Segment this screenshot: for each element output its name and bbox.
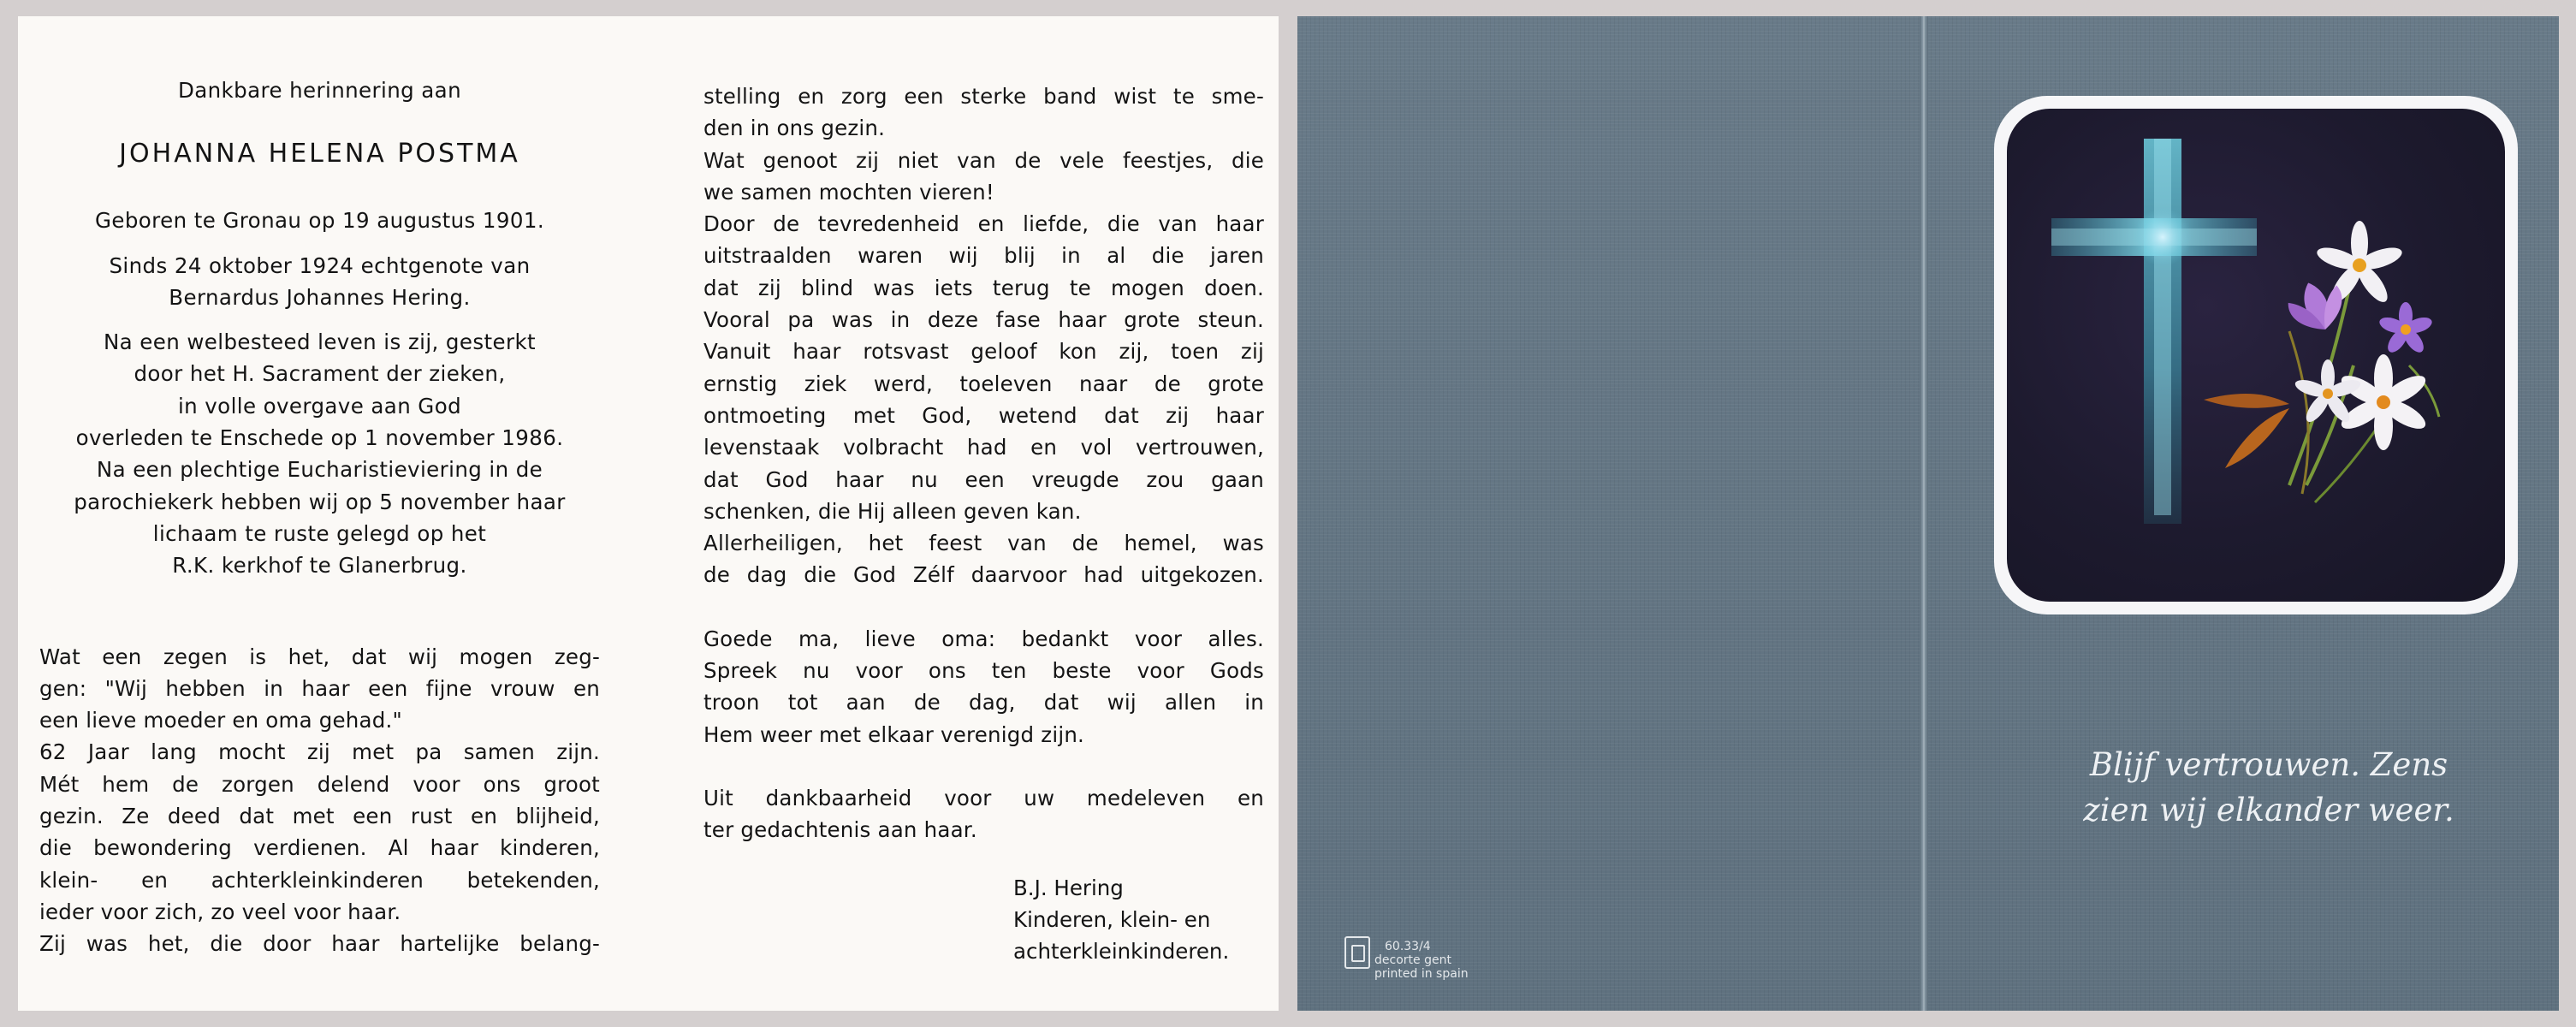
cover-illustration	[2007, 109, 2505, 602]
text-line: Door de tevredenheid en liefde, die van haar	[703, 211, 1264, 237]
death-line: in volle overgave aan God	[177, 393, 462, 419]
signature-block	[1013, 872, 1264, 968]
text-line: klein- en achterkleinkinderen betekenden,	[39, 867, 600, 893]
continuation-paragraph	[703, 80, 1264, 591]
text-line: schenken, die Hij alleen geven kan.	[703, 498, 1082, 524]
memorial-card-text-side	[18, 16, 1279, 1011]
text-line: uitstraalden waren wij blij in al die jaren	[703, 243, 1264, 269]
cross-icon	[2051, 139, 2257, 524]
text-line: Vanuit haar rotsvast geloof kon zij, toen zij	[703, 339, 1264, 365]
cover-image-frame	[1994, 96, 2518, 614]
printer-logo-icon	[1344, 936, 1370, 969]
death-line: R.K. kerkhof te Glanerbrug.	[172, 553, 467, 579]
cover-motto	[2080, 742, 2457, 833]
deceased-name: JOHANNA HELENA POSTMA	[119, 139, 520, 169]
text-line: die bewondering verdienen. Al haar kinderen,	[39, 835, 600, 861]
death-line: door het H. Sacrament der zieken,	[134, 361, 506, 387]
marriage-block	[39, 250, 600, 314]
text-line: 62 Jaar lang mocht zij met pa samen zijn.	[39, 739, 600, 765]
memorial-card-cover	[1297, 16, 2559, 1011]
motto-line: zien wij elkander weer.	[2083, 792, 2454, 828]
header: Dankbare herinnering aan	[177, 78, 462, 103]
cover-image	[2007, 109, 2505, 602]
text-line: ontmoeting met God, wetend dat zij haar	[703, 402, 1264, 428]
text-line: ter gedachtenis aan haar.	[703, 817, 977, 843]
death-line: parochiekerk hebben wij op 5 november haar	[74, 489, 566, 514]
lily-bouquet-icon	[2204, 221, 2439, 502]
text-line: dat zij blind was iets terug te mogen doen.	[703, 275, 1264, 300]
text-line: de dag die God Zélf daarvoor had uitgekozen.	[703, 562, 1264, 588]
text-line: ernstig ziek werd, toeleven naar de grote	[703, 371, 1264, 396]
death-line: lichaam te ruste gelegd op het	[152, 520, 487, 546]
text-line: we samen mochten vieren!	[703, 179, 994, 205]
text-line: ieder voor zich, zo veel voor haar.	[39, 899, 401, 924]
text-line: Hem weer met elkaar verenigd zijn.	[703, 721, 1085, 747]
farewell-paragraph	[703, 623, 1264, 751]
text-line: Spreek nu voor ons ten beste voor Gods	[703, 658, 1264, 684]
printer-info	[1374, 940, 1469, 981]
print-code: 60.33/4	[1385, 940, 1431, 953]
text-line: gezin. Ze deed dat met een rust en blijheid,	[39, 804, 600, 829]
death-block	[39, 326, 600, 581]
left-column	[39, 74, 600, 960]
text-line: Mét hem de zorgen delend voor ons groot	[39, 771, 600, 797]
card-fold	[1920, 16, 1928, 1011]
signature-line: achterkleinkinderen.	[1013, 939, 1230, 965]
blessing-paragraph	[39, 641, 600, 960]
text-line: stelling en zorg een sterke band wist te sme-	[703, 84, 1264, 109]
death-line: Na een plechtige Eucharistieviering in de	[96, 457, 543, 483]
printer-origin: printed in spain	[1374, 967, 1469, 981]
marriage-line: Bernardus Johannes Hering.	[169, 284, 471, 310]
text-line: Wat genoot zij niet van de vele feestjes, die	[703, 147, 1264, 173]
text-line: Allerheiligen, het feest van de hemel, was	[703, 531, 1264, 556]
right-column	[703, 80, 1264, 967]
death-line: overleden te Enschede op 1 november 1986.	[75, 425, 564, 451]
signature-line: Kinderen, klein- en	[1013, 906, 1211, 932]
text-line: Vooral pa was in deze fase haar grote steun.	[703, 307, 1264, 333]
text-line: den in ons gezin.	[703, 116, 886, 141]
text-line: Wat een zegen is het, dat wij mogen zeg-	[39, 644, 600, 669]
gratitude-paragraph	[703, 782, 1264, 846]
signature-line: B.J. Hering	[1013, 875, 1124, 900]
text-line: troon tot aan de dag, dat wij allen in	[703, 690, 1264, 715]
text-line: Uit dankbaarheid voor uw medeleven en	[703, 785, 1264, 810]
death-line: Na een welbesteed leven is zij, gesterkt	[103, 329, 537, 355]
marriage-line: Sinds 24 oktober 1924 echtgenote van	[109, 252, 531, 278]
text-line: Zij was het, die door haar hartelijke belang-	[39, 931, 600, 957]
text-line: gen: "Wij hebben in haar een fijne vrouw en	[39, 675, 600, 701]
printer-name: decorte gent	[1374, 953, 1451, 967]
text-line: een lieve moeder en oma gehad."	[39, 708, 402, 733]
text-line: dat God haar nu een vreugde zou gaan	[703, 466, 1264, 492]
birth-line: Geboren te Gronau op 19 augustus 1901.	[94, 208, 545, 234]
text-line: Goede ma, lieve oma: bedankt voor alles.	[703, 626, 1264, 651]
motto-line: Blijf vertrouwen. Zens	[2089, 746, 2448, 783]
text-line: levenstaak volbracht had en vol vertrouwen,	[703, 435, 1264, 460]
